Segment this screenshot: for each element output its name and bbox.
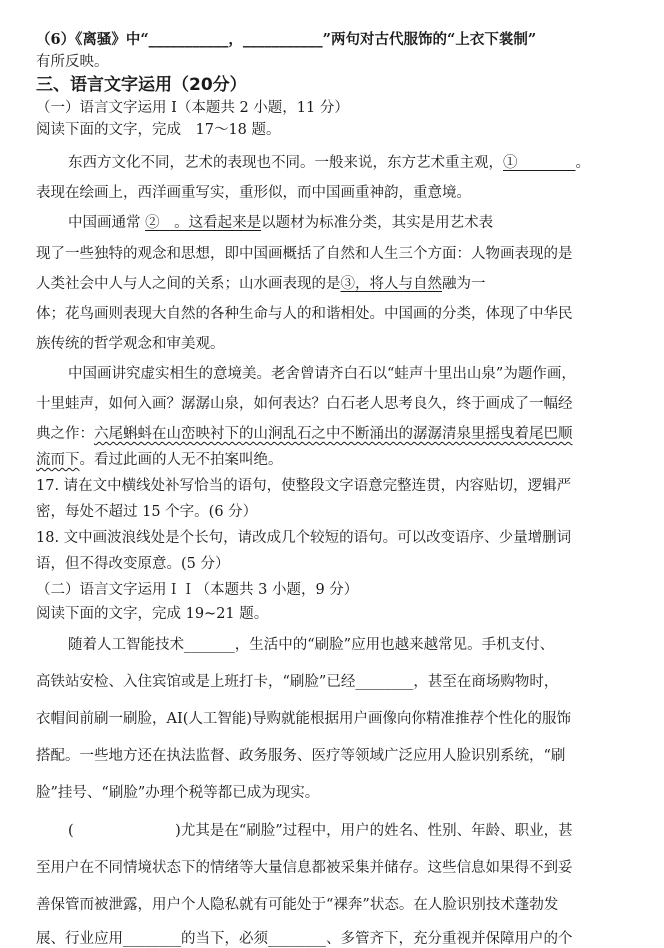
passage-2-line-1: 随着人工智能技术_______，生活中的“刷脸”应用也越来越常见。手机支付、 bbox=[68, 637, 555, 653]
question-17-line-2: 密，每处不超过 15 个字。(6 分） bbox=[36, 504, 258, 520]
paragraph-3-line-1: 中国画讲究虚实相生的意境美。老舍曾请齐白石以“蛙声十里出山泉”为题作画， bbox=[68, 366, 576, 382]
paragraph-2-line-3 bbox=[36, 275, 486, 293]
question-17-line-1: 17. 请在文中横线处补写恰当的语句，使整段文字语意完整连贯，内容贴切，逻辑严 bbox=[36, 478, 572, 494]
paragraph-3-line-2: 十里蛙声，如何入画？潺潺山泉，如何表达？白石老人思考良久，终于画成了一幅经 bbox=[36, 396, 573, 412]
passage-3-line-1: ( )尤其是在“刷脸”过程中，用户的姓名、性别、年龄、职业，甚 bbox=[68, 823, 573, 839]
wavy-sentence-end: 流而下 bbox=[36, 452, 80, 468]
passage-2-line-2: 高铁站安检、入住宾馆或是上班打卡，“刷脸”已经________，甚至在商场购物时， bbox=[36, 674, 559, 690]
blank-2: ② 。这看起来是 bbox=[145, 215, 262, 231]
question-18-line-2: 语，但不得改变原意。(5 分） bbox=[36, 556, 230, 572]
wavy-sentence: 六尾蝌蚪在山峦映衬下的山涧乱石之中不断涌出的潺潺清泉里摇曳着尾巴顺 bbox=[94, 426, 573, 442]
paragraph-3-line-3 bbox=[36, 425, 573, 443]
passage-3-line-3: 善保管而被泄露，用户个人隐私就有可能处于“裸奔”状态。在人脸识别技术蓬勃发 bbox=[36, 897, 559, 913]
paragraph-2-line-1 bbox=[68, 214, 493, 232]
question-6-line-2: 有所反映。 bbox=[36, 54, 109, 70]
question-6-line-1: （6）《离骚》中“___________，___________”两句对古代服饰的“上衣下裳制” bbox=[36, 31, 537, 48]
passage-3-line-4: 展、行业应用________的当下，必须________、多管齐下，充分重视并保障用户的个 bbox=[36, 931, 573, 947]
part2-title: （二）语言文字运用ＩＩ（本题共 3 小题，9 分） bbox=[36, 582, 359, 598]
text: 东西方文化不同，艺术的表现也不同。一般来说，东方艺术重主观， bbox=[68, 155, 503, 171]
passage-2-line-3: 衣帽间前刷一刷脸，AI(人工智能)导购就能根据用户画像向你精准推荐个性化的服饰 bbox=[36, 711, 572, 727]
part1-instruction: 阅读下面的文字，完成 17～18 题。 bbox=[36, 122, 281, 138]
paragraph-2-line-2: 现了一些独特的观念和思想，即中国画概括了自然和人生三个方面：人物画表现的是 bbox=[36, 246, 573, 262]
paragraph-3-line-4 bbox=[36, 451, 283, 469]
text: 典之作： bbox=[36, 426, 94, 442]
paragraph-1-line-1 bbox=[68, 154, 590, 172]
text: 融为一 bbox=[442, 276, 486, 292]
text: 。 bbox=[575, 155, 590, 171]
text: 中国画通常 bbox=[68, 215, 146, 231]
text: 人类社会中人与人之间的关系；山水画表现的是 bbox=[36, 276, 341, 292]
paragraph-2-line-4: 体；花鸟画则表现大自然的各种生命与人的和谐相处。中国画的分类，体现了中华民 bbox=[36, 306, 573, 322]
passage-2-line-5: 脸”挂号、“刷脸”办理个税等都已成为现实。 bbox=[36, 785, 320, 801]
blank-1: ① bbox=[503, 155, 576, 171]
part1-title: （一）语言文字运用 I（本题共 2 小题，11 分） bbox=[36, 100, 349, 116]
text: 。看过此画的人无不拍案叫绝。 bbox=[79, 452, 283, 468]
text: 以题材为标准分类，其实是用艺术表 bbox=[261, 215, 494, 231]
question-18-line-1: 18. 文中画波浪线处是个长句，请改成几个较短的语句。可以改变语序、少量增删词 bbox=[36, 530, 572, 546]
passage-3-line-2: 至用户在不同情境状态下的情绪等大量信息都被采集并储存。这些信息如果得不到妥 bbox=[36, 860, 573, 876]
paragraph-1-line-2: 表现在绘画上，西洋画重写实，重形似，而中国画重神韵，重意境。 bbox=[36, 185, 471, 201]
passage-2-line-4: 搭配。一些地方还在执法监督、政务服务、医疗等领域广泛应用人脸识别系统，“刷 bbox=[36, 748, 566, 764]
blank-3: ③，将人与自然 bbox=[340, 276, 442, 292]
paragraph-2-line-5: 族传统的哲学观念和审美观。 bbox=[36, 336, 225, 352]
section-heading: 三、语言文字运用（20分） bbox=[36, 75, 247, 95]
part2-instruction: 阅读下面的文字，完成 19~21 题。 bbox=[36, 606, 269, 622]
